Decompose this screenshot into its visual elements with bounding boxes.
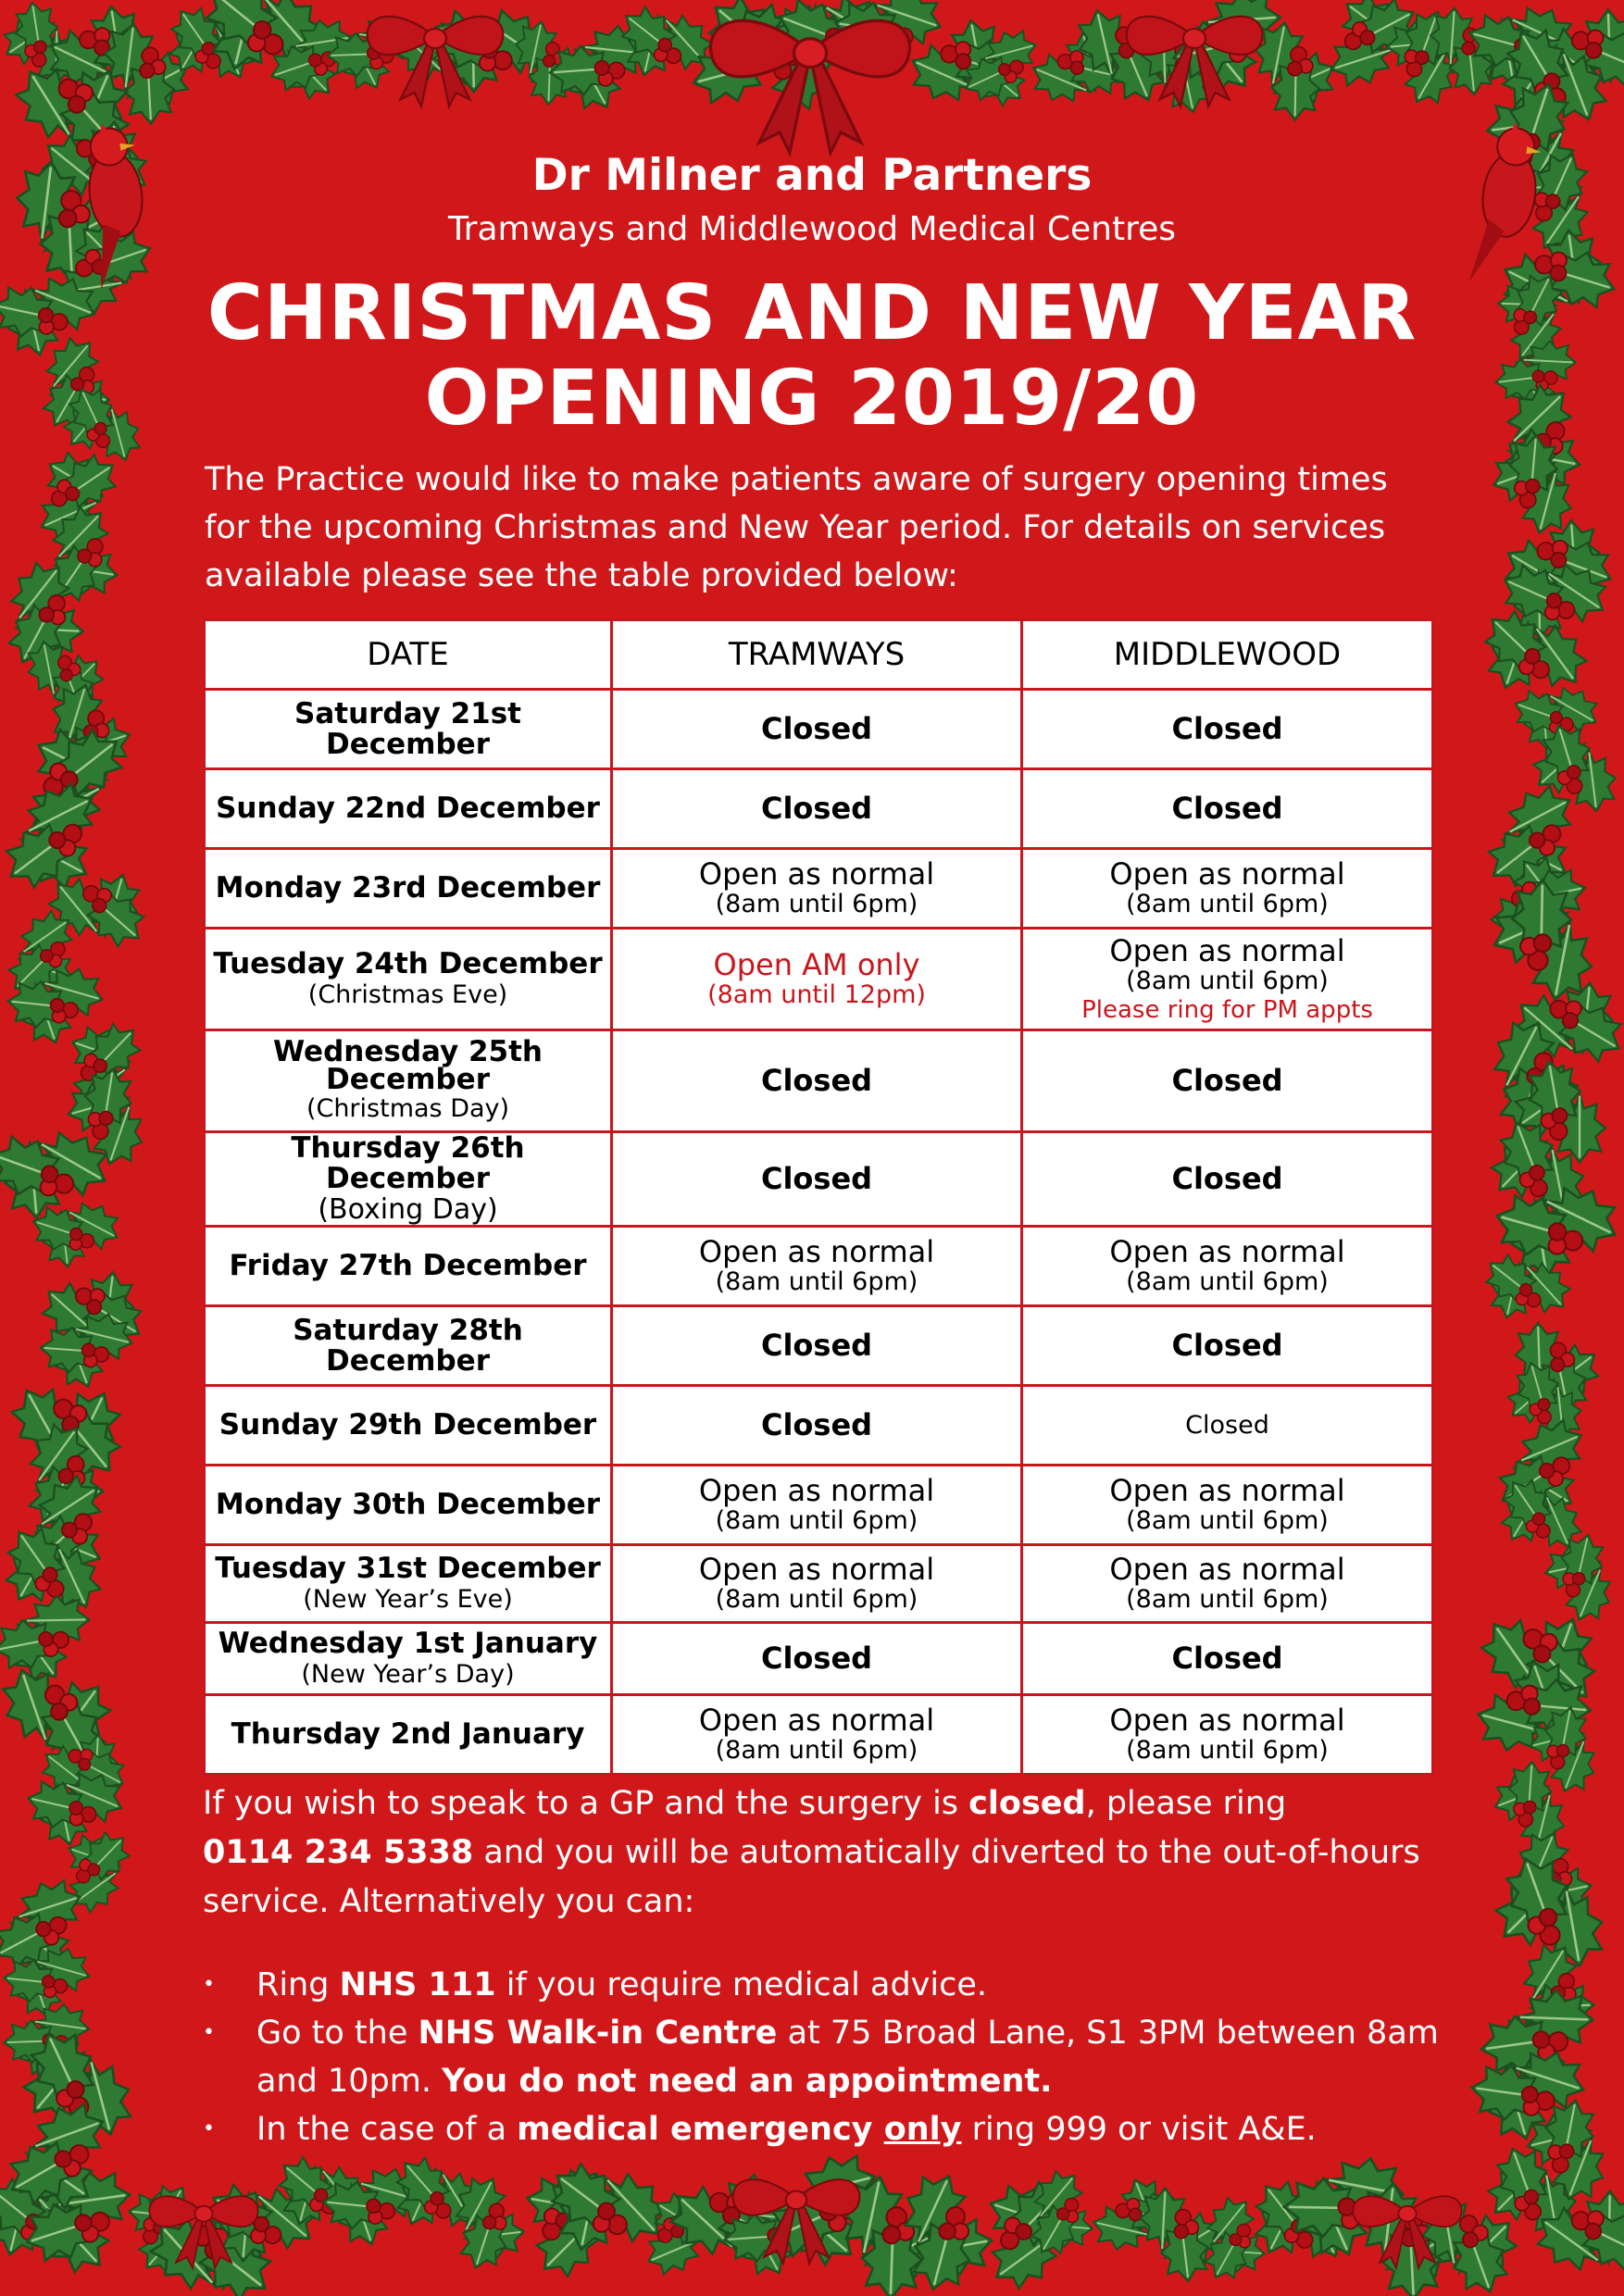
date-cell: [205, 690, 612, 769]
middlewood-hours: (8am until 6pm): [1126, 889, 1329, 918]
out-of-hours-phone: 0114 234 5338: [203, 1834, 474, 1871]
table-row: [205, 769, 1433, 849]
item-text: Ring: [256, 1966, 340, 2003]
tramways-cell: [612, 769, 1022, 849]
middlewood-status: Closed: [1171, 791, 1283, 826]
tramways-cell: [612, 1306, 1022, 1386]
date-cell: [205, 1545, 612, 1623]
intro-paragraph: The Practice would like to make patients aware of surgery opening times for the upcoming Christmas and New Year period. For details on services available please see the table provided below:: [205, 461, 1388, 594]
alternatives-list: [203, 1961, 1443, 2153]
middlewood-hours: (8am until 6pm): [1126, 1584, 1329, 1614]
table-row: [205, 1306, 1433, 1386]
tramways-status: Closed: [760, 791, 873, 826]
tramways-cell: [612, 1030, 1022, 1132]
table-row: [205, 849, 1433, 929]
title-line-1: CHRISTMAS AND NEW YEAR: [206, 269, 1418, 357]
middlewood-cell: [1022, 1466, 1433, 1545]
middlewood-status: Open as normal: [1109, 1702, 1345, 1738]
middlewood-status: Closed: [1185, 1411, 1269, 1440]
tramways-status: Open as normal: [698, 855, 935, 892]
table-row: [205, 1623, 1433, 1695]
walk-in-centre: NHS Walk-in Centre: [418, 2015, 778, 2052]
date-label: Tuesday 31st December: [215, 1551, 601, 1585]
date-label: Friday 27th December: [229, 1249, 587, 1282]
date-cell: [205, 1695, 612, 1775]
item-text: if you require medical advice.: [495, 1966, 988, 2003]
date-label: Saturday 21st December: [294, 696, 521, 761]
tramways-status: Open as normal: [698, 1702, 935, 1738]
middlewood-cell: [1022, 1306, 1433, 1386]
tramways-cell: [612, 1386, 1022, 1466]
tramways-status: Closed: [760, 1407, 873, 1442]
bullet-icon: •: [203, 2117, 215, 2140]
date-label: Sunday 29th December: [219, 1408, 597, 1441]
tramways-cell: [612, 1466, 1022, 1545]
title-line-2: OPENING 2019/20: [424, 355, 1200, 443]
date-label: Monday 30th December: [215, 1488, 601, 1521]
date-note: (Christmas Eve): [307, 980, 508, 1009]
tramways-hours: (8am until 6pm): [715, 1267, 918, 1296]
middlewood-cell: [1022, 1545, 1433, 1623]
tramways-cell: [612, 1132, 1022, 1227]
table-row: [205, 690, 1433, 769]
bullet-icon: •: [203, 2021, 215, 2044]
date-label: Saturday 28th December: [293, 1313, 523, 1378]
tramways-status: Open as normal: [698, 1472, 935, 1508]
tramways-status: Closed: [760, 1641, 873, 1676]
date-note: (New Year’s Eve): [303, 1584, 513, 1614]
middlewood-status: Closed: [1171, 1328, 1283, 1363]
middlewood-status: Closed: [1171, 711, 1283, 746]
middlewood-cell: [1022, 849, 1433, 929]
middlewood-cell: [1022, 769, 1433, 849]
date-label: Monday 23rd December: [215, 871, 601, 905]
date-cell: [205, 1386, 612, 1466]
table-row: [205, 1695, 1433, 1775]
table-row: [205, 929, 1433, 1030]
table-row: [205, 1386, 1433, 1466]
header-date: DATE: [205, 620, 612, 690]
middlewood-cell: [1022, 929, 1433, 1030]
middlewood-cell: [1022, 1695, 1433, 1775]
middlewood-hours: (8am until 6pm): [1126, 966, 1329, 995]
tramways-status: Closed: [760, 1063, 873, 1098]
only-emphasis: only: [883, 2111, 962, 2148]
opening-hours-table: [203, 618, 1434, 1776]
middlewood-hours: (8am until 6pm): [1126, 1505, 1329, 1535]
middlewood-hours: (8am until 6pm): [1126, 1267, 1329, 1296]
date-label: Thursday 26th December: [291, 1131, 525, 1195]
tramways-cell: [612, 849, 1022, 929]
date-cell: [205, 769, 612, 849]
date-label: Thursday 2nd January: [231, 1717, 585, 1751]
tramways-cell: [612, 1227, 1022, 1306]
tramways-cell: [612, 929, 1022, 1030]
date-cell: [205, 1227, 612, 1306]
date-label: Tuesday 24th December: [213, 946, 603, 980]
middlewood-status: Closed: [1171, 1161, 1283, 1196]
tramways-cell: [612, 1545, 1022, 1623]
date-note: (Boxing Day): [318, 1193, 498, 1226]
medical-emergency: medical emergency: [517, 2111, 884, 2148]
list-item: [203, 2009, 1443, 2105]
middlewood-cell: [1022, 1386, 1433, 1466]
table-row: [205, 1227, 1433, 1306]
middlewood-cell: [1022, 1227, 1433, 1306]
middlewood-cell: [1022, 1132, 1433, 1227]
middlewood-status: Open as normal: [1109, 1472, 1345, 1508]
tramways-hours: (8am until 6pm): [715, 1584, 918, 1614]
header-tramways: TRAMWAYS: [612, 620, 1022, 690]
tramways-status: Open as normal: [698, 1551, 935, 1587]
middlewood-cell: [1022, 1623, 1433, 1695]
tramways-status: Open AM only: [713, 946, 920, 982]
middlewood-status: Open as normal: [1109, 932, 1345, 968]
date-cell: [205, 1030, 612, 1132]
date-cell: [205, 1306, 612, 1386]
tramways-status: Open as normal: [698, 1233, 935, 1269]
nhs-111: NHS 111: [339, 1966, 496, 2003]
date-cell: [205, 1132, 612, 1227]
item-text: at 75 Broad Lane, S1 3PM between 8am and 10pm.: [256, 2015, 1439, 2100]
date-cell: [205, 849, 612, 929]
middlewood-cell: [1022, 1030, 1433, 1132]
date-label: Wednesday 1st January: [218, 1626, 598, 1660]
middlewood-status: Open as normal: [1109, 1551, 1345, 1587]
date-cell: [205, 1466, 612, 1545]
date-label: Sunday 22nd December: [216, 792, 600, 825]
tramways-hours: (8am until 6pm): [715, 889, 918, 918]
item-text: In the case of a: [256, 2111, 518, 2148]
table-row: [205, 1132, 1433, 1227]
list-item: [203, 1961, 1443, 2009]
item-text: ring 999 or visit A&E.: [961, 2111, 1317, 2148]
tramways-cell: [612, 1695, 1022, 1775]
closed-emphasis: closed: [968, 1785, 1086, 1822]
page-title: [0, 271, 1624, 442]
table-header-row: [205, 620, 1433, 690]
footer-text: and you will be automatically diverted to the out-of-hours service. Alternatively you can:: [203, 1834, 1420, 1920]
tramways-status: Closed: [760, 1161, 873, 1196]
out-of-hours-paragraph: [203, 1779, 1434, 1927]
tramways-hours: (8am until 12pm): [707, 980, 926, 1009]
table-row: [205, 1030, 1433, 1132]
middlewood-note: Please ring for PM appts: [1081, 995, 1373, 1024]
date-label: Wednesday 25th December: [272, 1035, 543, 1096]
date-note: (New Year’s Day): [301, 1659, 515, 1689]
bullet-icon: •: [203, 1973, 215, 1996]
middlewood-status: Closed: [1171, 1641, 1283, 1676]
date-cell: [205, 1623, 612, 1695]
footer-text: , please ring: [1085, 1785, 1287, 1822]
no-appointment-note: You do not need an appointment.: [442, 2063, 1053, 2100]
item-text: Go to the: [256, 2015, 418, 2052]
list-item: [203, 2105, 1443, 2153]
middlewood-hours: (8am until 6pm): [1126, 1735, 1329, 1765]
table-row: [205, 1466, 1433, 1545]
tramways-hours: (8am until 6pm): [715, 1735, 918, 1765]
practice-subtitle: Tramways and Middlewood Medical Centres: [447, 210, 1176, 248]
practice-name: Dr Milner and Partners: [531, 150, 1093, 201]
middlewood-cell: [1022, 690, 1433, 769]
middlewood-status: Closed: [1171, 1063, 1283, 1098]
tramways-cell: [612, 1623, 1022, 1695]
footer-text: If you wish to speak to a GP and the surgery is: [203, 1785, 969, 1822]
tramways-status: Closed: [760, 711, 873, 746]
date-cell: [205, 929, 612, 1030]
tramways-cell: [612, 690, 1022, 769]
middlewood-status: Open as normal: [1109, 855, 1345, 892]
table-row: [205, 1545, 1433, 1623]
header-middlewood: MIDDLEWOOD: [1022, 620, 1433, 690]
date-note: (Christmas Day): [306, 1094, 510, 1123]
tramways-status: Closed: [760, 1328, 873, 1363]
tramways-hours: (8am until 6pm): [715, 1505, 918, 1535]
middlewood-status: Open as normal: [1109, 1233, 1345, 1269]
